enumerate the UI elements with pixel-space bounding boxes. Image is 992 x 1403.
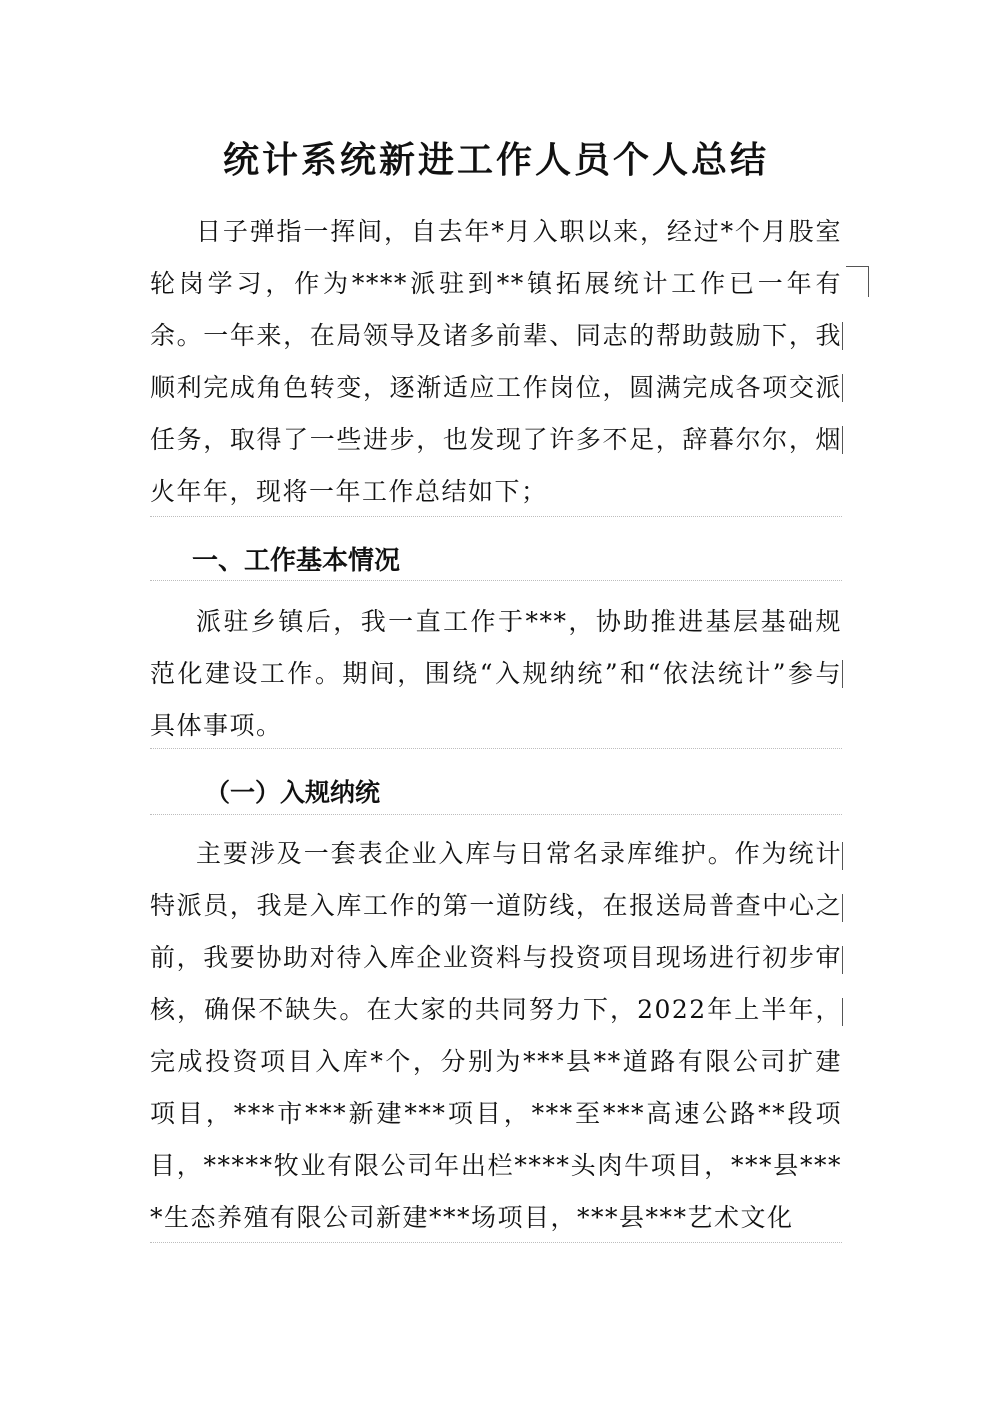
margin-corner-mark bbox=[846, 266, 869, 297]
section-heading: 一、工作基本情况 bbox=[192, 546, 401, 576]
margin-line-mark bbox=[842, 660, 843, 688]
page-bottom-divider bbox=[150, 1242, 842, 1243]
margin-line-mark bbox=[842, 374, 843, 402]
intro-paragraph: 日子弹指一挥间，自去年*月入职以来，经过*个月股室轮岗学习，作为****派驻到**镇拓展统计工作已一年有余。一年来，在局领导及诸多前辈、同志的帮助鼓励下，我顺利完成角色转变，逐渐适应工作岗位，圆满完成各项交派任务，取得了一些进步，也发现了许多不足，辞暮尔尔，烟火年年，现将一年工作总结如下； bbox=[150, 217, 842, 506]
document-title: 统计系统新进工作人员个人总结 bbox=[222, 139, 769, 181]
margin-line-mark bbox=[842, 322, 843, 350]
section-divider bbox=[150, 516, 842, 517]
subsection-paragraph: 主要涉及一套表企业入库与日常名录库维护。作为统计特派员，我是入库工作的第一道防线，在报送局普查中心之前，我要协助对待入库企业资料与投资项目现场进行初步审核，确保不缺失。在大家的共同努力下，2022年上半年，完成投资项目入库*个，分别为***县**道路有限公司扩建项目，***市***新建***项目，***至***高速公路**段项目，*****牧业有限公司年出栏****头肉牛项目，***县****生态养殖有限公司新建***场项目，***县***艺术文化 bbox=[150, 839, 842, 1232]
section-paragraph: 派驻乡镇后，我一直工作于***，协助推进基层基础规范化建设工作。期间，围绕“入规纳统”和“依法统计”参与具体事项。 bbox=[150, 607, 842, 740]
subsection-heading: （一）入规纳统 bbox=[205, 778, 381, 807]
margin-line-mark bbox=[842, 842, 843, 870]
margin-line-mark bbox=[842, 998, 843, 1026]
margin-line-mark bbox=[842, 426, 843, 454]
section-divider bbox=[150, 748, 842, 749]
margin-line-mark bbox=[842, 946, 843, 974]
section-divider bbox=[150, 580, 842, 581]
margin-line-mark bbox=[842, 894, 843, 922]
section-divider bbox=[150, 814, 842, 815]
